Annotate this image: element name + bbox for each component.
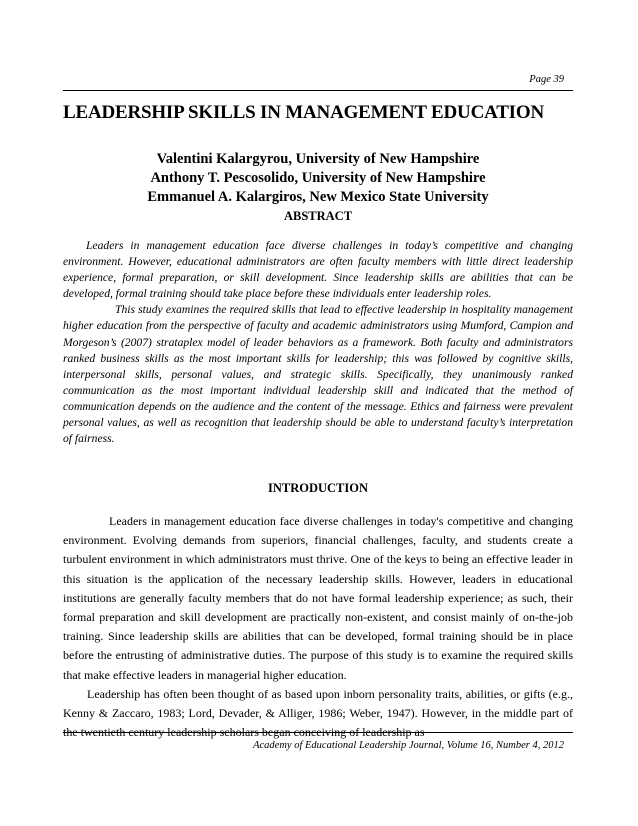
- footer-divider: [63, 732, 573, 733]
- abstract-paragraph: This study examines the required skills that lead to effective leadership in hospitality management higher education from the perspective of faculty and academic administrators using Mumford, Campion and Morgeson’s (2007) strataplex model of leader behaviors as a framework. Both faculty and administrators ranked business skills as the most important skills for leadership; this was followed by cognitive skills, interpersonal skills, personal values, and strategic skills. Specifically, they unanimously ranked communication as the most important individual leadership skill and indicated that the method of communication depends on the audience and the content of the message. Ethics and fairness were prevalent personal values, as well as recognition that leadership should be able to understand faculty’s interpretation of fairness.: [63, 303, 573, 446]
- introduction-heading: INTRODUCTION: [267, 481, 368, 495]
- journal-footer: Academy of Educational Leadership Journal, Volume 16, Number 4, 2012: [253, 740, 564, 751]
- header-divider: [63, 90, 573, 91]
- abstract-paragraph: Leaders in management education face diverse challenges in today’s competitive and changing environment. However, educational administrators are often faculty members with little direct leadership experience, formal preparation, or skill development. Since leadership skills are abilities that can be developed, formal training should take place before these individuals enter leadership roles.: [63, 239, 573, 301]
- article-title: LEADERSHIP SKILLS IN MANAGEMENT EDUCATION: [63, 102, 544, 123]
- author-line: Emmanuel A. Kalargiros, New Mexico State University: [147, 189, 489, 205]
- introduction-body: [63, 512, 573, 742]
- page-number-header: Page 39: [529, 74, 564, 85]
- introduction-paragraph: Leadership has often been thought of as based upon inborn personality traits, abilities, or gifts (e.g., Kenny & Zaccaro, 1983; Lord, Devader, & Alliger, 1986; Weber, 1947). However, in the middle part of the twentieth century leadership scholars began conceiving of leadership as: [63, 686, 573, 740]
- author-line: Valentini Kalargyrou, University of New Hampshire: [156, 151, 480, 167]
- author-line: Anthony T. Pescosolido, University of New Hampshire: [150, 170, 486, 186]
- abstract-heading: ABSTRACT: [283, 209, 353, 223]
- introduction-paragraph: Leaders in management education face diverse challenges in today's competitive and changing environment. Evolving demands from superiors, financial challenges, faculty, and students create a turbulent environment in which administrators must thrive. One of the keys to being an effective leader in this situation is the application of the necessary leadership skills. However, leaders in educational institutions are generally faculty members that do not have formal leadership experience; as such, their formal preparation and skill development are practically non-existent, and consist mainly of on-the-job training. Since leadership skills are abilities that can be developed, formal training should be in place before the entrusting of administrative duties. The purpose of this study is to examine the required skills that make effective leaders in managerial higher education.: [63, 514, 573, 682]
- author-list: [63, 150, 573, 207]
- abstract-body: [63, 238, 573, 447]
